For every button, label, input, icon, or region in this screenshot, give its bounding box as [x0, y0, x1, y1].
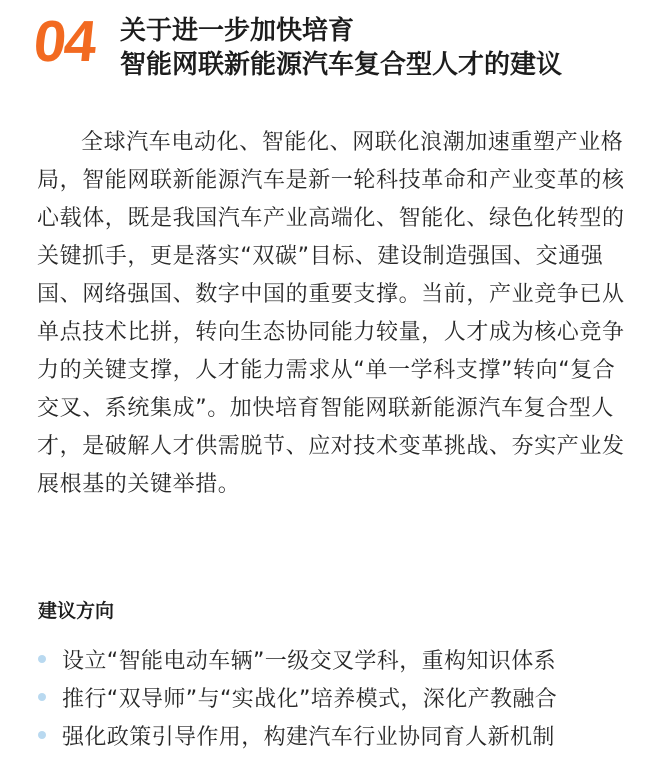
recommendations-heading: 建议方向 [38, 600, 115, 622]
bullet-dot-icon [38, 693, 46, 701]
bullet-dot-icon [38, 655, 46, 663]
section-number: 04 [30, 9, 98, 74]
title-line-1: 关于进一步加快培育 [120, 16, 355, 46]
section-title [120, 14, 562, 82]
recommendations-list [38, 640, 557, 754]
list-item-text: 强化政策引导作用，构建汽车行业协同育人新机制 [62, 724, 555, 750]
list-item [38, 716, 557, 754]
list-item [38, 640, 557, 678]
list-item [38, 678, 557, 716]
section-header [30, 9, 563, 82]
body-paragraph: 全球汽车电动化、智能化、网联化浪潮加速重塑产业格局，智能网联新能源汽车是新一轮科技革命和产业变革的核心载体，既是我国汽车产业高端化、智能化、绿色化转型的关键抓手，更是落实“双碳”目标、建设制造强国、交通强国、网络强国、数字中国的重要支撑。当前，产业竞争已从单点技术比拼，转向生态协同能力较量，人才成为核心竞争力的关键支撑，人才能力需求从“单一学科支撑”转向“复合交叉、系统集成”。加快培育智能网联新能源汽车复合型人才，是破解人才供需脱节、应对技术变革挑战、夯实产业发展根基的关键举措。 [37, 130, 625, 497]
list-item-text: 推行“双导师”与“实战化”培养模式，深化产教融合 [62, 686, 558, 712]
list-item-text: 设立“智能电动车辆”一级交叉学科，重构知识体系 [62, 648, 556, 674]
bullet-dot-icon [38, 731, 46, 739]
title-line-2: 智能网联新能源汽车复合型人才的建议 [120, 50, 563, 80]
